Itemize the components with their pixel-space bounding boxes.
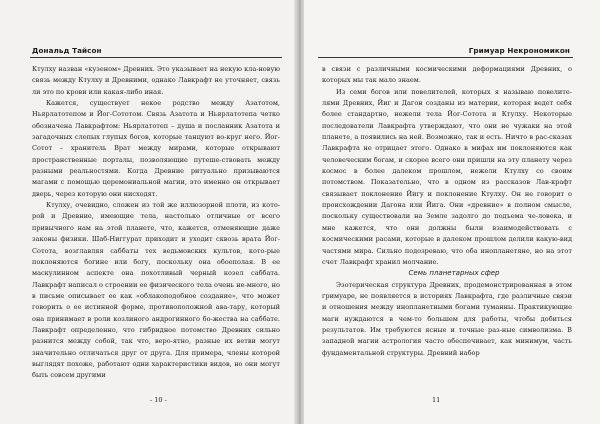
paragraph: Ктулху назван «кузеном» Древних. Это указывает на некую кла-новую связь между Ктулху и Древними, однако Лавкрафт не уточняет, связь ли это по крови или какая-либо иная.: [32, 65, 280, 96]
header-rule-right: [318, 57, 573, 58]
right-page: [304, 0, 600, 424]
left-page-text: [32, 64, 280, 382]
left-page: [0, 0, 296, 424]
paragraph: Из семи богов или повелителей, которых я называю повелите-лями Древних, Йиг и Дагон созданы из материи, которая ведет себя более стандартно, нежели тела Йог-Сотота и Ктулху. Некоторые последователи Лавкрафта утверждают, что они не чужаки на этой планете, а появились на ней. Возможно, так и есть. Ничто в рас-сказах Лавкрафта не отрицает этого. Однако в мифах им поклоняются как человеческим богам, и скорее всего они пришли на эту планету через космос в более далеком прошлом, нежели Ктулху со своим потомством. Показательно, что в одном из рассказов Лав-крафт связывает поклонение Йигу и поклонение Ктулху. Он не говорит о происхождении Дагона или Йига. Они «древние» в полном смысле, поскольку существовали на Земле задолго до подъема че-ловека, и мне кажется, что они должны были взаимодействовать с космическими расами, которые в далеком прошлом делили какую-вид частями мира. Сильно подозреваю, что оба инопланетяне, но на этот счет Лавкрафт хранил молчание.: [322, 87, 572, 266]
page-number-right: 11: [432, 396, 441, 404]
paragraph: Эзотерическая структура Древних, продемонстрированная в этом гримуаре, не появляется в историях Лавкрафта, где различные связи и отношения между инопланетными богами туманны. Практикующие маги нуждаются в чем-то большем для работы, чтобы добиться результатов. Им требуются ясные и точные раз-ные символизма. В западной магии астрология часто обеспечивает, как минимум, часть фундаментальной структуры. Древний набор: [322, 280, 572, 357]
header-rule-left: [30, 57, 282, 58]
paragraph: Кажется, существует некое родство между Азатотом, Ньярлатотепом и Йог-Сототом. Связь Азатота и Ньярлатотепа четко обозначена Лавкрафтом: Ньярлатотеп – душа и посланник Азатота и загадочных слепых глупых богов, которые танцуют во-круг него. Йог-Сотот – хранитель Врат между мирами, которые открывают пространственные порталы, позволяющие путеше-ствовать между разными реальностями. Когда Древние ритуально призываются магами с помощью церемониальной магии, это именно он открывает дверь, через которую они нисходят.: [32, 99, 280, 198]
running-head-right: Гримуар Некрономикон: [468, 46, 570, 55]
running-head-left: Дональд Тайсон: [32, 46, 102, 55]
right-page-text: [322, 64, 572, 359]
page-number-left: - 10 -: [150, 396, 167, 404]
paragraph: в связи с различными космическими деформациями Древних, о которых мы так мало знаем.: [322, 65, 572, 85]
section-heading: Семь планетарных сфер: [408, 269, 500, 278]
paragraph: Ктулху, очевидно, сложен из той же иллюзорной плоти, из кото-рой и Древние, имеющие тела, настолько отличные от всего привычного нам на этой планете, что, кажется, отменяющие даже законы физики. Шаб-Ниггурат приходит и уходит сквозь врата Йог-Сотота, возглавляя саббаты тех ведьмовских культов, кото-рые поклоняются богине или богу, поскольку она обоеполая. В ее маскулинном аспекте она похотливый черный козел саббата. Лавкрафт написал о строении ее физического тела очень не-много, но в письме описывает ее как «облакоподобное создание», что может говорить о ее истинной форме, противоположной ава-тару, который она принимает в роли козлиного андрогинного бо-жества на саббате. Лавкрафт определенно, что гибридное потомство Древних сильно разнится между собой, так что, веро-ятно, разные их ветви могут значительно отличаться друг от друга. Для примера, члены которой выглядят похоже, работают одни характеристики видов, но они могут быть совсем другими: [32, 201, 280, 380]
